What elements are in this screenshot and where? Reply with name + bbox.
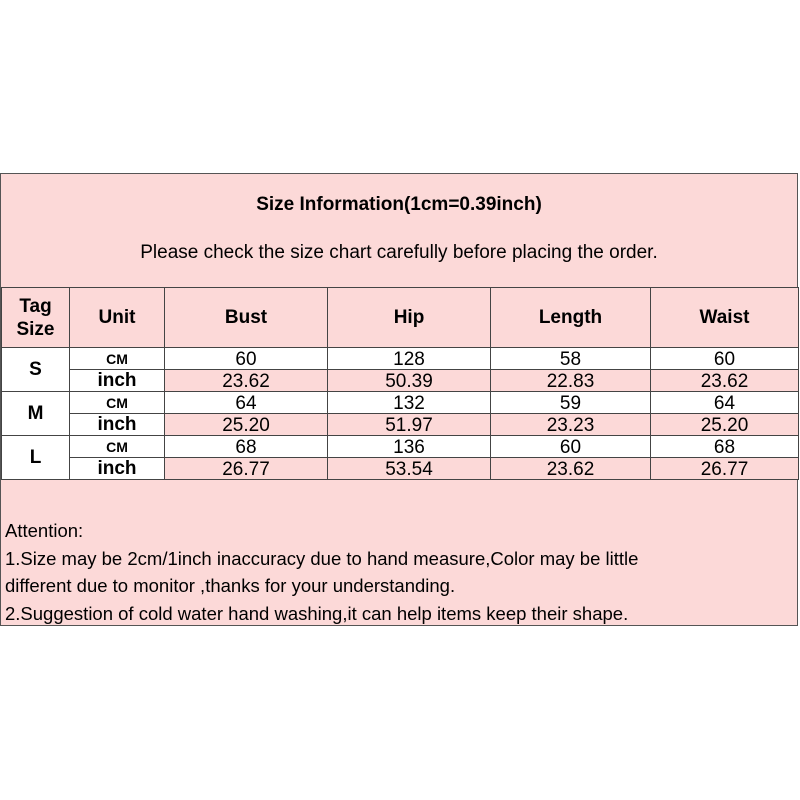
table-header-row [2, 288, 799, 348]
header-tag-size [2, 288, 70, 348]
length-cell: 22.83 [491, 370, 651, 392]
header-bust: Bust [165, 288, 328, 348]
attention-line-3: 2.Suggestion of cold water hand washing,it can help items keep their shape. [5, 602, 629, 624]
bust-cell: 64 [165, 392, 328, 414]
table-row [2, 458, 799, 480]
bust-cell: 26.77 [165, 458, 328, 480]
table-row [2, 348, 799, 370]
chart-title: Size Information(1cm=0.39inch) [256, 194, 542, 215]
hip-cell: 128 [328, 348, 491, 370]
bust-cell: 23.62 [165, 370, 328, 392]
hip-cell: 51.97 [328, 414, 491, 436]
unit-cell: inch [70, 458, 165, 480]
length-cell: 60 [491, 436, 651, 458]
size-chart [0, 173, 798, 626]
attention-line-1: 1.Size may be 2cm/1inch inaccuracy due to hand measure,Color may be little [5, 547, 639, 569]
header-hip: Hip [328, 288, 491, 348]
unit-cell: inch [70, 370, 165, 392]
waist-cell: 26.77 [651, 458, 799, 480]
waist-cell: 60 [651, 348, 799, 370]
length-cell: 23.23 [491, 414, 651, 436]
chart-subtitle: Please check the size chart carefully before placing the order. [140, 242, 658, 263]
attention-notes [5, 517, 793, 627]
waist-cell: 68 [651, 436, 799, 458]
bust-cell: 25.20 [165, 414, 328, 436]
hip-cell: 136 [328, 436, 491, 458]
waist-cell: 25.20 [651, 414, 799, 436]
length-cell: 58 [491, 348, 651, 370]
size-tag-l: L [2, 436, 70, 480]
hip-cell: 50.39 [328, 370, 491, 392]
length-cell: 59 [491, 392, 651, 414]
header-length: Length [491, 288, 651, 348]
waist-cell: 23.62 [651, 370, 799, 392]
size-table [1, 287, 799, 480]
header-tag-line1: Tag [19, 295, 52, 317]
attention-line-2: different due to monitor ,thanks for your understanding. [5, 575, 456, 596]
size-tag-s: S [2, 348, 70, 392]
unit-cell: CM [70, 348, 165, 370]
unit-cell: inch [70, 414, 165, 436]
table-row [2, 414, 799, 436]
table-row [2, 436, 799, 458]
hip-cell: 132 [328, 392, 491, 414]
header-unit: Unit [70, 288, 165, 348]
attention-heading: Attention: [5, 520, 84, 541]
size-tag-m: M [2, 392, 70, 436]
unit-cell: CM [70, 436, 165, 458]
hip-cell: 53.54 [328, 458, 491, 480]
table-row [2, 392, 799, 414]
length-cell: 23.62 [491, 458, 651, 480]
bust-cell: 60 [165, 348, 328, 370]
header-tag-line2: Size [16, 318, 55, 340]
unit-cell: CM [70, 392, 165, 414]
table-row [2, 370, 799, 392]
bust-cell: 68 [165, 436, 328, 458]
waist-cell: 64 [651, 392, 799, 414]
header-waist: Waist [651, 288, 799, 348]
